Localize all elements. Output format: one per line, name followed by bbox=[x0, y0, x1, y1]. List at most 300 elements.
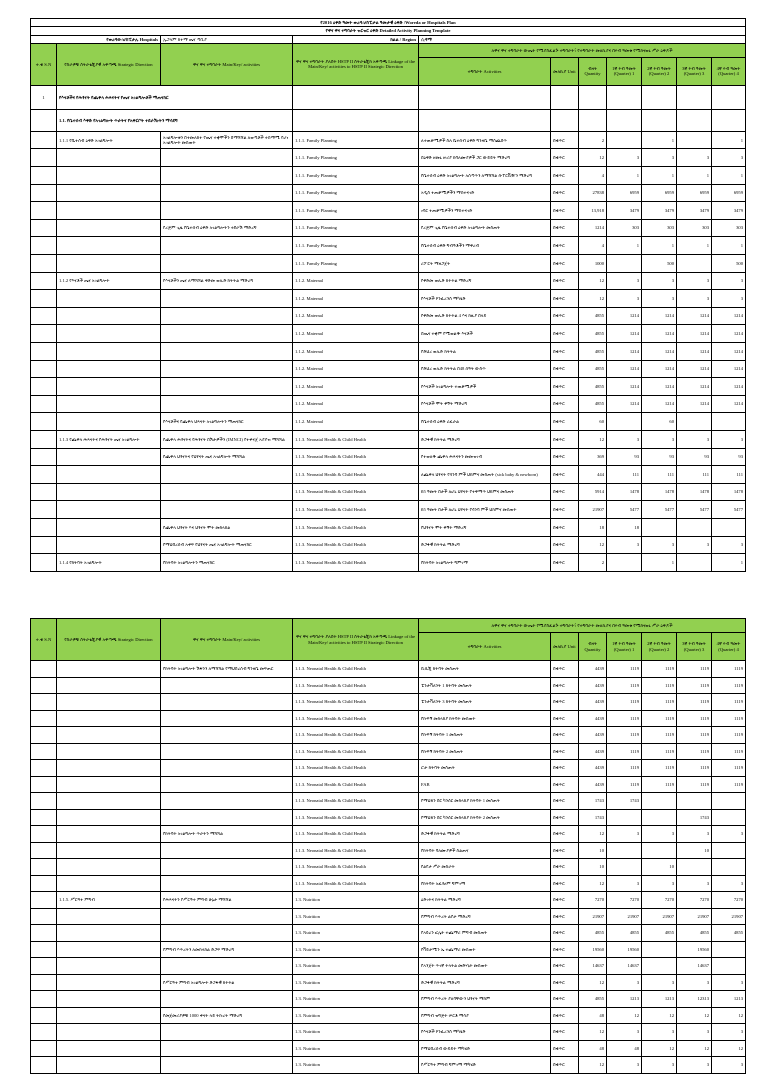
strategic-direction-cell bbox=[57, 694, 161, 711]
table-row bbox=[31, 518, 746, 536]
plan-table-page-1 bbox=[30, 18, 746, 572]
quarter-2-cell: 3 bbox=[642, 149, 677, 167]
activity-cell: የክትባት ባለሙያዎች ስልጠና bbox=[419, 842, 551, 859]
quarter-2-cell bbox=[642, 518, 677, 536]
table-row bbox=[31, 307, 746, 325]
unit-cell: በቁጥር bbox=[551, 255, 579, 273]
quantity-cell: 4439 bbox=[579, 776, 607, 793]
quantity-cell: 60 bbox=[579, 413, 607, 431]
activity-cell: የቤተሰብ ዕቅድ ግብዓቶችን ማቅረብ bbox=[419, 237, 551, 255]
quarter-2-cell: 1214 bbox=[642, 307, 677, 325]
quarter-4-cell: 1 bbox=[712, 167, 746, 185]
col-q4: 4ኛ ሩብ ዓመት (Quarter) 4 bbox=[712, 57, 746, 85]
row-sn bbox=[31, 290, 57, 308]
activity-cell: ፔንታቫለንት 3 ክትባት መስጠት bbox=[419, 694, 551, 711]
quarter-2-cell: 60 bbox=[642, 413, 677, 431]
col-q1: 1ኛ ሩብ ዓመት (Quarter) 1 bbox=[607, 633, 642, 661]
unit-cell: በቁጥር bbox=[551, 908, 579, 925]
quarter-3-cell: 1119 bbox=[677, 776, 712, 793]
quarter-3-cell: 4855 bbox=[677, 925, 712, 942]
table-row bbox=[31, 430, 746, 448]
table-row bbox=[31, 131, 746, 149]
quarter-2-cell: 1214 bbox=[642, 325, 677, 343]
quarter-1-cell: 1214 bbox=[607, 342, 642, 360]
hstp-linkage-cell: 1.1.1. Family Planning bbox=[293, 167, 419, 185]
quarter-1-cell: 18 bbox=[607, 518, 642, 536]
quarter-3-cell: 1119 bbox=[677, 661, 712, 678]
quarter-3-cell: 3 bbox=[677, 290, 712, 308]
quantity-cell: 4855 bbox=[579, 360, 607, 378]
activity-cell: የአንጀት ጥገኛ ትላትል መድሃኒት መስጠት bbox=[419, 958, 551, 975]
strategic-direction-cell bbox=[57, 859, 161, 876]
main-activity-cell: የሥርዓተ ምግብ አገልግሎት ድጋፋዊ ክትትል bbox=[161, 974, 293, 991]
hstp-linkage-cell: 1.3. Nutrition bbox=[293, 892, 419, 909]
table-row bbox=[31, 760, 746, 777]
quarter-2-cell: 1214 bbox=[642, 342, 677, 360]
quarter-2-cell: 111 bbox=[642, 466, 677, 484]
quarter-4-cell: 3 bbox=[712, 290, 746, 308]
quarter-3-cell: 1214 bbox=[677, 360, 712, 378]
row-sn bbox=[31, 1040, 57, 1057]
row-sn bbox=[31, 378, 57, 396]
unit-cell: በቁጥር bbox=[551, 219, 579, 237]
quarter-1-cell bbox=[607, 255, 642, 273]
quantity-cell: 2 bbox=[579, 131, 607, 149]
activity-cell: የእናቶች ኮንፈረንስ ማካሄድ bbox=[419, 290, 551, 308]
quarter-1-cell: 3 bbox=[607, 826, 642, 843]
strategic-direction-cell bbox=[57, 1007, 161, 1024]
quantity-cell: 1743 bbox=[579, 809, 607, 826]
quarter-4-cell: 3 bbox=[712, 826, 746, 843]
quantity-cell: 21907 bbox=[579, 501, 607, 519]
row-sn bbox=[31, 501, 57, 519]
quantity-cell: 4439 bbox=[579, 710, 607, 727]
table-row bbox=[31, 554, 746, 572]
hstp-linkage-cell: 1.1.2. Maternal bbox=[293, 342, 419, 360]
quarter-2-cell bbox=[642, 958, 677, 975]
strategic-direction-cell bbox=[57, 1024, 161, 1041]
col-q3: 3ኛ ሩብ ዓመት (Quarter) 3 bbox=[677, 633, 712, 661]
quarter-2-cell: 1214 bbox=[642, 378, 677, 396]
quarter-2-cell: 1 bbox=[642, 167, 677, 185]
main-activity-cell: የሕጻናትን የሥርዓተ ምግብ ሁኔታ ማሻሻል bbox=[161, 892, 293, 909]
quarter-3-cell: 3 bbox=[677, 1024, 712, 1041]
main-activity-cell bbox=[161, 466, 293, 484]
quarter-1-cell bbox=[607, 809, 642, 826]
table-row bbox=[31, 184, 746, 202]
quantity-cell: 4 bbox=[579, 167, 607, 185]
main-activity-cell: የምግብ እጥረትን ለመከላከል ድጋፍ ማድረግ bbox=[161, 941, 293, 958]
quarter-1-cell: 1119 bbox=[607, 727, 642, 744]
quarter-2-cell: 1214 bbox=[642, 395, 677, 413]
hstp-linkage-cell: 1.1.2. Maternal bbox=[293, 395, 419, 413]
col-unit: መለኪያ Unit bbox=[551, 633, 579, 661]
col-sn: ተ.ቁ S.N bbox=[31, 43, 57, 85]
unit-cell: በቁጥር bbox=[551, 809, 579, 826]
col-quantity: ብዛት Quantity bbox=[579, 633, 607, 661]
main-activity-cell bbox=[161, 237, 293, 255]
quarter-1-cell: 93 bbox=[607, 448, 642, 466]
quarter-2-cell: 1119 bbox=[642, 743, 677, 760]
main-activity-cell bbox=[161, 677, 293, 694]
quarter-3-cell: 12 bbox=[677, 1040, 712, 1057]
unit-cell: በቁጥር bbox=[551, 272, 579, 290]
quarter-1-cell: 3 bbox=[607, 272, 642, 290]
col-sn: ተ.ቁ S.N bbox=[31, 619, 57, 661]
activity-cell: የክትባት አፈፃፀም ግምገማ bbox=[419, 875, 551, 892]
hstp-linkage-cell: 1.1.3. Neonatal Health & Child Health bbox=[293, 661, 419, 678]
strategic-direction-cell bbox=[57, 360, 161, 378]
quarter-3-cell: 5477 bbox=[677, 501, 712, 519]
quantity-cell: 4439 bbox=[579, 760, 607, 777]
quarter-1-cell: 1119 bbox=[607, 760, 642, 777]
unit-cell: በቁጥር bbox=[551, 307, 579, 325]
table-row bbox=[31, 809, 746, 826]
quarter-4-cell: 1119 bbox=[712, 661, 746, 678]
hstp-linkage-cell: 1.1.2. Maternal bbox=[293, 378, 419, 396]
strategic-direction-cell bbox=[57, 908, 161, 925]
hstp-linkage-cell: 1.3. Nutrition bbox=[293, 1007, 419, 1024]
table-row bbox=[31, 360, 746, 378]
table-row bbox=[31, 941, 746, 958]
main-activity-cell: የእናቶችን ጤና ለማሻሻል ቅድመ ወሊድ ክትትል ማድረግ bbox=[161, 272, 293, 290]
quantity-cell: 12 bbox=[579, 430, 607, 448]
unit-cell: በቁጥር bbox=[551, 413, 579, 431]
unit-cell: በቁጥር bbox=[551, 342, 579, 360]
quarter-4-cell: 3 bbox=[712, 1024, 746, 1041]
strategic-direction-cell bbox=[57, 875, 161, 892]
quarter-4-cell: 3 bbox=[712, 875, 746, 892]
activity-cell: የእናቶች አገልግሎት ተጠቃሚዎች bbox=[419, 378, 551, 396]
quarter-1-cell bbox=[607, 413, 642, 431]
quarter-4-cell: 500 bbox=[712, 255, 746, 273]
activity-cell: የድህረ ወሊድ ክትትል በ48 ሰዓት ውስጥ bbox=[419, 360, 551, 378]
quarter-4-cell: 1478 bbox=[712, 483, 746, 501]
hstp-linkage-cell: 1.3. Nutrition bbox=[293, 1024, 419, 1041]
quantity-cell: 12 bbox=[579, 272, 607, 290]
strategic-direction-cell bbox=[57, 743, 161, 760]
main-activity-cell bbox=[161, 360, 293, 378]
unit-cell: በቁጥር bbox=[551, 325, 579, 343]
quarter-4-cell: 1 bbox=[712, 554, 746, 572]
col-main: ዋና ዋና ተግባራት Main/Key/ activities bbox=[161, 619, 293, 661]
main-activity-cell bbox=[161, 167, 293, 185]
activity-cell: ሪፖርት ማዘጋጀት bbox=[419, 255, 551, 273]
quarter-4-cell: 1119 bbox=[712, 694, 746, 711]
quantity-cell: 4855 bbox=[579, 395, 607, 413]
table-row bbox=[31, 991, 746, 1008]
strategic-direction-cell bbox=[57, 342, 161, 360]
quarter-2-cell: 1119 bbox=[642, 677, 677, 694]
hstp-linkage-cell: 1.1.3. Neonatal Health & Child Health bbox=[293, 536, 419, 554]
main-activity-cell bbox=[161, 760, 293, 777]
row-sn bbox=[31, 518, 57, 536]
quarter-4-cell: 6959 bbox=[712, 184, 746, 202]
main-activity-cell bbox=[161, 501, 293, 519]
strategic-direction-cell bbox=[57, 395, 161, 413]
quarter-1-cell: 111 bbox=[607, 466, 642, 484]
quarter-2-cell bbox=[642, 809, 677, 826]
quarter-2-cell bbox=[642, 793, 677, 810]
quantity-cell: 1214 bbox=[579, 219, 607, 237]
hstp-linkage-cell: 1.3. Nutrition bbox=[293, 941, 419, 958]
unit-cell: በቁጥር bbox=[551, 483, 579, 501]
quarter-3-cell: 3 bbox=[677, 272, 712, 290]
strategic-direction-cell bbox=[57, 958, 161, 975]
main-activity-cell bbox=[161, 743, 293, 760]
row-sn bbox=[31, 202, 57, 220]
quantity-cell: 4855 bbox=[579, 342, 607, 360]
row-sn bbox=[31, 1007, 57, 1024]
unit-cell: በቁጥር bbox=[551, 941, 579, 958]
unit-cell: በቁጥር bbox=[551, 360, 579, 378]
table-row bbox=[31, 793, 746, 810]
quarter-1-cell: 19560 bbox=[607, 941, 642, 958]
quarter-3-cell: 14637 bbox=[677, 958, 712, 975]
hstp-linkage-cell: 1.1.1. Family Planning bbox=[293, 149, 419, 167]
quarter-4-cell: 5477 bbox=[712, 501, 746, 519]
row-sn bbox=[31, 360, 57, 378]
row-sn bbox=[31, 342, 57, 360]
table-row bbox=[31, 1057, 746, 1074]
quarter-4-cell: 12 bbox=[712, 1040, 746, 1057]
hstp-linkage-cell: 1.1.3. Neonatal Health & Child Health bbox=[293, 430, 419, 448]
quarter-4-cell bbox=[712, 518, 746, 536]
quantity-cell: 19560 bbox=[579, 941, 607, 958]
strategic-direction-cell bbox=[57, 501, 161, 519]
quarter-3-cell: 3 bbox=[677, 1057, 712, 1074]
activity-cell: የልየታ ሥራ መስራት bbox=[419, 859, 551, 876]
unit-cell: በቁጥር bbox=[551, 395, 579, 413]
unit-cell: በቁጥር bbox=[551, 1040, 579, 1057]
row-sn bbox=[31, 958, 57, 975]
activity-cell: የኩፍኝ መከላከያ ክትባት መስጠት bbox=[419, 710, 551, 727]
activity-cell: የተወለዱ ጨቅላ ሕጻናትን መመዝገብ bbox=[419, 448, 551, 466]
quarter-1-cell: 1119 bbox=[607, 743, 642, 760]
quarter-1-cell: 1119 bbox=[607, 776, 642, 793]
activity-cell: የኩፍኝ ክትባት 1 መስጠት bbox=[419, 727, 551, 744]
main-activity-cell bbox=[161, 710, 293, 727]
table-row bbox=[31, 290, 746, 308]
quarter-4-cell: 1 bbox=[712, 131, 746, 149]
strategic-direction-cell bbox=[57, 677, 161, 694]
unit-cell: በቁጥር bbox=[551, 554, 579, 572]
main-activity-cell bbox=[161, 908, 293, 925]
strategic-direction-cell bbox=[57, 991, 161, 1008]
quarter-2-cell: 1119 bbox=[642, 661, 677, 678]
activity-cell: የማህጸን በር ካንሰር መከላከያ ክትባት 2 መስጠት bbox=[419, 809, 551, 826]
quarter-4-cell: 3 bbox=[712, 1057, 746, 1074]
activity-cell: አዲስ ተጠቃሚዎችን ማስተናገድ bbox=[419, 184, 551, 202]
activity-cell: የድህረ ወሊድ ክትትል bbox=[419, 342, 551, 360]
quarter-1-cell: 3 bbox=[607, 290, 642, 308]
quarter-3-cell: 1743 bbox=[677, 809, 712, 826]
quantity-cell: 4439 bbox=[579, 694, 607, 711]
hstp-linkage-cell: 1.1.1. Family Planning bbox=[293, 184, 419, 202]
table-row bbox=[31, 325, 746, 343]
main-activity-cell bbox=[161, 776, 293, 793]
main-activity-cell: የእናቶችና የጨቅላ ህጻናት አገልግሎትን ማጠናከር bbox=[161, 413, 293, 431]
quarter-3-cell: 1119 bbox=[677, 760, 712, 777]
quantity-cell: 7270 bbox=[579, 892, 607, 909]
hstp-linkage-cell: 1.1.1. Family Planning bbox=[293, 219, 419, 237]
quarter-2-cell: 12 bbox=[642, 1007, 677, 1024]
quarter-3-cell: 1119 bbox=[677, 710, 712, 727]
quarter-4-cell: 1214 bbox=[712, 378, 746, 396]
unit-cell: በቁጥር bbox=[551, 167, 579, 185]
table-row bbox=[31, 958, 746, 975]
plan-table-page-2 bbox=[30, 618, 746, 1074]
table-row bbox=[31, 892, 746, 909]
quarter-1-cell: 7270 bbox=[607, 892, 642, 909]
hstp-linkage-cell: 1.1.2. Maternal bbox=[293, 290, 419, 308]
row-sn bbox=[31, 483, 57, 501]
quarter-1-cell: 1 bbox=[607, 237, 642, 255]
row-sn bbox=[31, 727, 57, 744]
main-activity-cell bbox=[161, 809, 293, 826]
quantity-cell: 4439 bbox=[579, 727, 607, 744]
unit-cell: በቁጥር bbox=[551, 448, 579, 466]
activity-cell: በጤና ተቋም የሚወልዱ እናቶች bbox=[419, 325, 551, 343]
strategic-direction-cell bbox=[57, 925, 161, 942]
quarter-2-cell: 3 bbox=[642, 272, 677, 290]
quarter-2-cell: 5477 bbox=[642, 501, 677, 519]
table-row bbox=[31, 925, 746, 942]
quarter-1-cell: 1743 bbox=[607, 793, 642, 810]
table-row bbox=[31, 448, 746, 466]
quantity-cell: 12 bbox=[579, 1024, 607, 1041]
quarter-3-cell: 6959 bbox=[677, 184, 712, 202]
hstp-linkage-cell: 1.3. Nutrition bbox=[293, 958, 419, 975]
quarter-3-cell: 3 bbox=[677, 430, 712, 448]
activity-cell: የቤተሰብ ዕቅድ አገልግሎት አሰጣጥን ለማሻሻል ሱፐርቪዥን ማድረግ bbox=[419, 167, 551, 185]
strategic-direction-cell bbox=[57, 149, 161, 167]
unit-cell: በቁጥር bbox=[551, 131, 579, 149]
unit-cell: በቁጥር bbox=[551, 875, 579, 892]
hstp-linkage-cell: 1.1.3. Neonatal Health & Child Health bbox=[293, 483, 419, 501]
strategic-direction-cell bbox=[57, 184, 161, 202]
quarter-3-cell: 1 bbox=[677, 237, 712, 255]
activity-cell: ድጋፋዊ ክትትል ማድረግ bbox=[419, 974, 551, 991]
main-activity-cell bbox=[161, 1024, 293, 1041]
quarter-1-cell: 14637 bbox=[607, 958, 642, 975]
quarter-3-cell: 1119 bbox=[677, 694, 712, 711]
quarter-1-cell: 1214 bbox=[607, 395, 642, 413]
unit-cell: በቁጥር bbox=[551, 694, 579, 711]
quarter-4-cell: 3 bbox=[712, 430, 746, 448]
quantity-cell: 1743 bbox=[579, 793, 607, 810]
hstp-linkage-cell: 1.1.1. Family Planning bbox=[293, 202, 419, 220]
quarter-3-cell: 1 bbox=[677, 167, 712, 185]
quarter-4-cell: 7270 bbox=[712, 892, 746, 909]
organization-name: ኢጋላም ከተማ ጤና ጣቢያ bbox=[161, 35, 293, 43]
quantity-cell: 4855 bbox=[579, 991, 607, 1008]
row-sn bbox=[31, 149, 57, 167]
main-activity-cell bbox=[161, 859, 293, 876]
quarter-2-cell: 500 bbox=[642, 255, 677, 273]
main-activity-cell bbox=[161, 149, 293, 167]
col-quantity: ብዛት Quantity bbox=[579, 57, 607, 85]
quarter-3-cell: 3 bbox=[677, 875, 712, 892]
quarter-3-cell bbox=[677, 793, 712, 810]
table-row bbox=[31, 859, 746, 876]
main-activity-cell: የክትባት አገልግሎት ሽፋንን ለማሻሻል የማህበረሰብ ግንዛቤ መፍጠር bbox=[161, 661, 293, 678]
strategic-direction-cell bbox=[57, 974, 161, 991]
quantity-cell: 48 bbox=[579, 1007, 607, 1024]
table-row bbox=[31, 149, 746, 167]
quantity-cell: 4439 bbox=[579, 743, 607, 760]
quarter-3-cell: 93 bbox=[677, 448, 712, 466]
main-activity-cell bbox=[161, 958, 293, 975]
quarter-1-cell: 3479 bbox=[607, 202, 642, 220]
unit-cell: በቁጥር bbox=[551, 958, 579, 975]
unit-cell: በቁጥር bbox=[551, 842, 579, 859]
hstp-linkage-cell: 1.1.2. Maternal bbox=[293, 272, 419, 290]
strategic-direction-cell bbox=[57, 1057, 161, 1074]
quarter-1-cell: 1119 bbox=[607, 661, 642, 678]
unit-cell: በቁጥር bbox=[551, 859, 579, 876]
quarter-4-cell: 303 bbox=[712, 219, 746, 237]
region-label: ክልል / Region bbox=[293, 35, 419, 43]
unit-cell: በቁጥር bbox=[551, 1024, 579, 1041]
quarter-2-cell: 1214 bbox=[642, 360, 677, 378]
table-row bbox=[31, 677, 746, 694]
row-sn bbox=[31, 448, 57, 466]
row-sn bbox=[31, 694, 57, 711]
quarter-1-cell: 3 bbox=[607, 875, 642, 892]
strategic-direction-cell bbox=[57, 727, 161, 744]
quarter-4-cell: 1214 bbox=[712, 307, 746, 325]
row-sn bbox=[31, 760, 57, 777]
main-activity-cell: የመጀመሪያዎቹ 1000 ቀናት ላይ ትኩረት ማድረግ bbox=[161, 1007, 293, 1024]
strategic-direction-cell bbox=[57, 776, 161, 793]
unit-cell: በቁጥር bbox=[551, 991, 579, 1008]
activity-cell: ድጋፋዊ ክትትል ማድረግ bbox=[419, 826, 551, 843]
quarter-2-cell: 3479 bbox=[642, 202, 677, 220]
strategic-direction-cell bbox=[57, 307, 161, 325]
quarter-3-cell: 3479 bbox=[677, 202, 712, 220]
table-row bbox=[31, 237, 746, 255]
quarter-1-cell bbox=[607, 554, 642, 572]
activity-cell: የምግብ እጥረት ልየታ ማድረግ bbox=[419, 908, 551, 925]
col-q2: 2ኛ ሩብ ዓመት (Quarter) 2 bbox=[642, 633, 677, 661]
unit-cell: በቁጥር bbox=[551, 826, 579, 843]
strategic-direction-cell bbox=[57, 237, 161, 255]
quarter-4-cell: 12 bbox=[712, 1007, 746, 1024]
quarter-3-cell: 1214 bbox=[677, 342, 712, 360]
quarter-3-cell: 1119 bbox=[677, 743, 712, 760]
main-activity-cell bbox=[161, 793, 293, 810]
main-activity-cell bbox=[161, 483, 293, 501]
row-sn bbox=[31, 167, 57, 185]
main-activity-cell: የማህበረሰብ አቀፍ የህፃናት ጤና አገልግሎት ማጠናከር bbox=[161, 536, 293, 554]
quarter-2-cell: 93 bbox=[642, 448, 677, 466]
main-activity-cell bbox=[161, 342, 293, 360]
quarter-3-cell: 12313 bbox=[677, 991, 712, 1008]
quarter-2-cell: 6959 bbox=[642, 184, 677, 202]
strategic-direction-cell bbox=[57, 466, 161, 484]
col-activities: ተግባራት Activities bbox=[419, 57, 551, 85]
row-sn bbox=[31, 842, 57, 859]
main-activity-cell bbox=[161, 290, 293, 308]
quarter-4-cell: 1214 bbox=[712, 395, 746, 413]
quarter-2-cell: 303 bbox=[642, 219, 677, 237]
unit-cell: በቁጥር bbox=[551, 1057, 579, 1074]
row-sn bbox=[31, 908, 57, 925]
activity-cell: የእናቶች ሞት ቅኝት ማድረግ bbox=[419, 395, 551, 413]
quarter-1-cell: 3 bbox=[607, 1024, 642, 1041]
quarter-3-cell: 21907 bbox=[677, 908, 712, 925]
